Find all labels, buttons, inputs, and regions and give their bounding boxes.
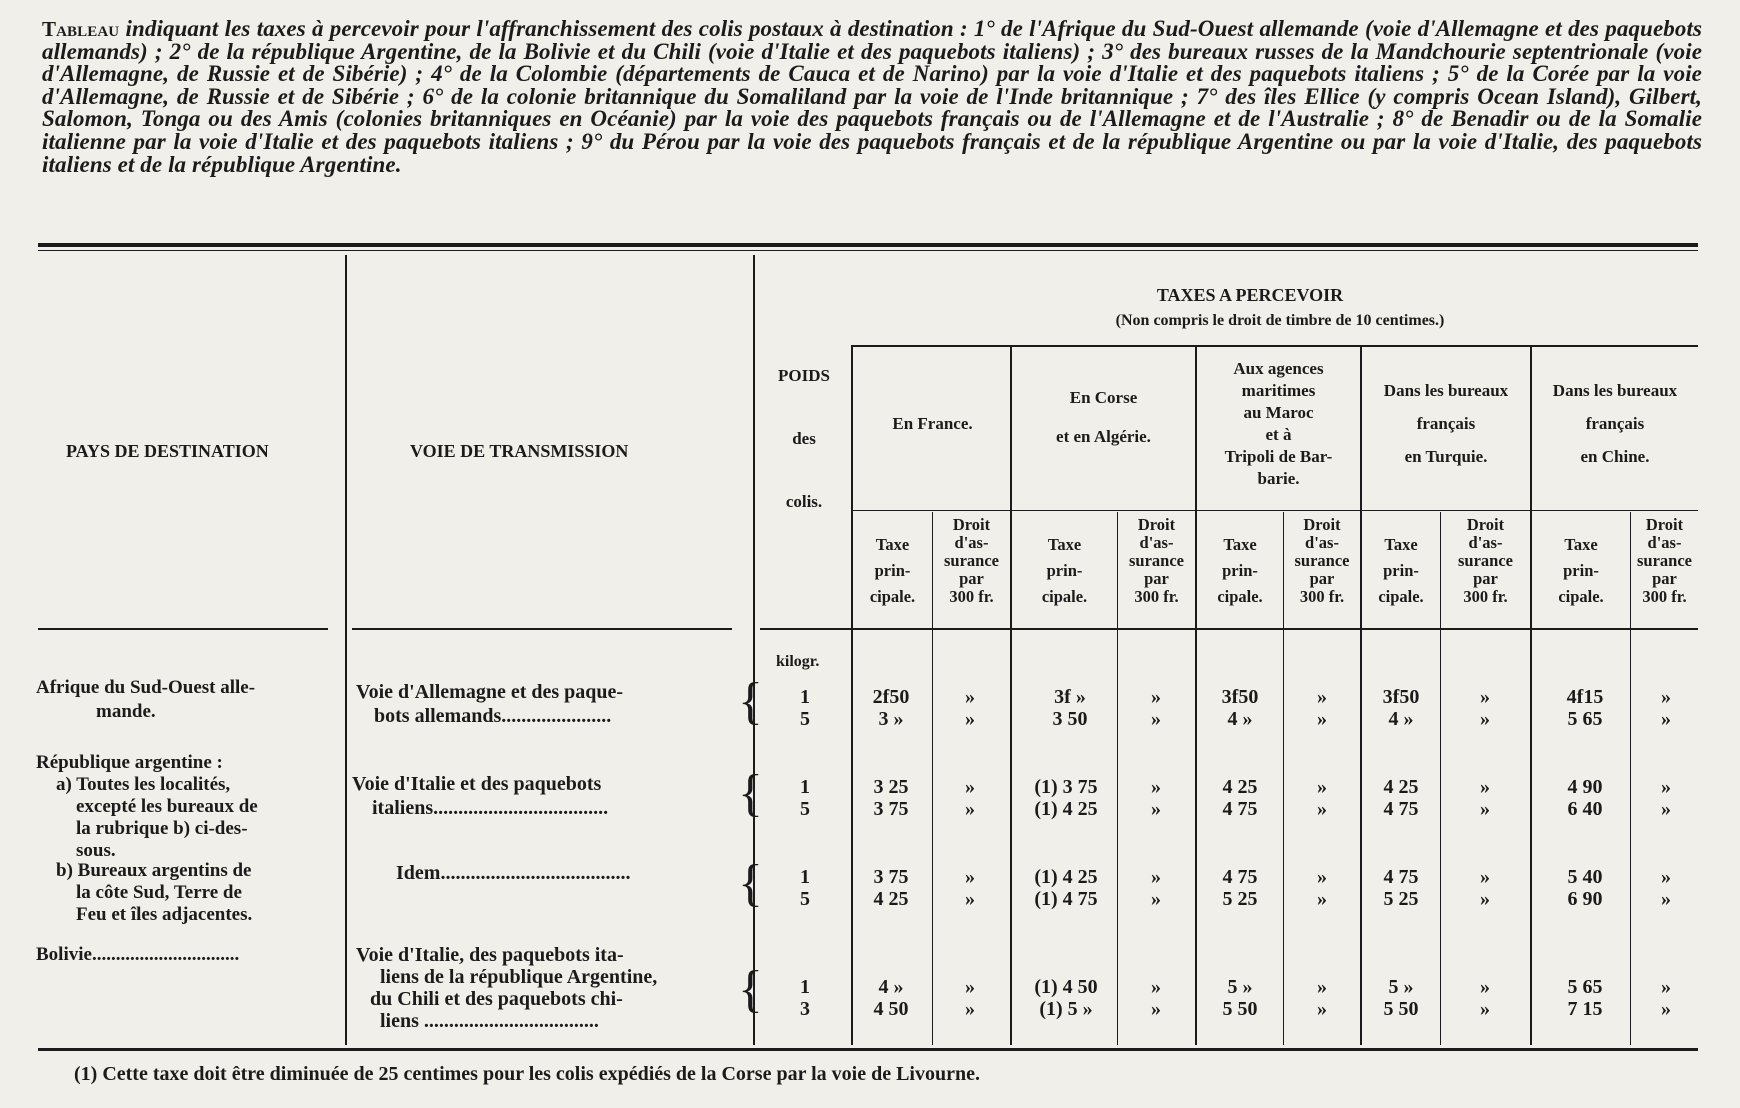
subheader-line: prin- (1563, 561, 1599, 580)
group-header-line: en Chine. (1580, 447, 1650, 466)
group-header-chine (1532, 374, 1698, 473)
cell-corse-droit (1126, 976, 1186, 1020)
cell-value: 3 75 (873, 866, 909, 888)
row-pays (36, 944, 239, 966)
subheader-line: prin- (874, 561, 911, 580)
cell-maroc-droit (1292, 776, 1352, 820)
subheader-line: par (1473, 569, 1498, 588)
cell-value: » (965, 998, 975, 1020)
cell-value: 4 25 (1383, 776, 1419, 798)
subheader-line: 300 fr. (1642, 587, 1687, 606)
subheader-line: surance (1129, 551, 1184, 570)
subheader-line: par (959, 569, 984, 588)
row-poids-value: 1 (800, 976, 810, 998)
cell-value: 2f50 (872, 686, 910, 708)
subheader-line: d'as- (1647, 533, 1682, 552)
table-caption (42, 18, 1702, 176)
row-voie-line: Voie d'Italie et des paquebots (352, 773, 602, 795)
header-taxes-title: TAXES A PERCEVOIR (1156, 285, 1344, 305)
cell-turquie (1366, 976, 1436, 1020)
cell-value: » (1317, 686, 1327, 708)
group-header-line: et en Algérie. (1056, 427, 1151, 446)
cell-value: 5 65 (1567, 708, 1603, 730)
subheader-line: d'as- (1139, 533, 1174, 552)
subheader-line: par (1144, 569, 1169, 588)
group-header-line: Tripoli de Bar- (1224, 447, 1333, 466)
cell-value: 3 50 (1052, 708, 1088, 730)
subheader-line: prin- (1222, 561, 1258, 580)
cell-value: 5 50 (1222, 998, 1258, 1020)
cell-turquie (1366, 776, 1436, 820)
cell-value: (1) 4 25 (1034, 866, 1098, 888)
row-poids-value: 5 (800, 708, 810, 730)
cell-value: 4 » (1388, 708, 1414, 730)
cell-value: » (1151, 888, 1161, 910)
cell-value: 4 » (1227, 708, 1253, 730)
subheader-line: 300 fr. (949, 587, 994, 606)
cell-value: (1) 3 75 (1034, 776, 1098, 798)
cell-value: » (1480, 976, 1490, 998)
cell-france (856, 686, 926, 730)
cell-value: » (965, 798, 975, 820)
subheader-droit (1284, 516, 1360, 606)
row-poids-value: 1 (800, 866, 810, 888)
cell-chine-droit (1636, 686, 1696, 730)
cell-value: 4 75 (1222, 866, 1258, 888)
row-poids-value: 5 (800, 888, 810, 910)
cell-value: » (1151, 998, 1161, 1020)
subheader-line: d'as- (1468, 533, 1503, 552)
cell-value: » (1480, 866, 1490, 888)
subheader-taxe (1532, 532, 1630, 610)
cell-value: » (1480, 798, 1490, 820)
subheader-line: Taxe (1223, 535, 1257, 554)
row-pays-line: la côte Sud, Terre de (76, 882, 242, 903)
row-pays-line: mande. (96, 701, 156, 722)
row-voie-line: du Chili et des paquebots chi- (370, 988, 623, 1010)
row-voie-line: liens ................................... (380, 1010, 599, 1032)
cell-maroc-droit (1292, 686, 1352, 730)
cell-value: » (1317, 866, 1327, 888)
cell-value: » (1661, 976, 1671, 998)
cell-value: 4 25 (1222, 776, 1258, 798)
cell-value: » (1151, 776, 1161, 798)
cell-value: 3 25 (873, 776, 909, 798)
cell-turquie (1366, 686, 1436, 730)
cell-france-droit (940, 776, 1000, 820)
footnote: (1) Cette taxe doit être diminuée de 25 centimes pour les colis expédiés de la Corse par la voie de Livourne. (74, 1063, 980, 1085)
cell-value: » (1317, 776, 1327, 798)
row-voie-line: italiens................................... (372, 797, 609, 819)
cell-value: 3f50 (1221, 686, 1259, 708)
cell-value: 3 75 (873, 798, 909, 820)
cell-france (856, 866, 926, 910)
subheader-line: Droit (1645, 515, 1684, 534)
subheader-line: Droit (1137, 515, 1176, 534)
group-header-line: français (1416, 414, 1476, 433)
header-poids-line: POIDS (778, 366, 830, 385)
cell-value: » (1317, 888, 1327, 910)
cell-value: » (1317, 976, 1327, 998)
subheader-line: surance (1637, 551, 1692, 570)
subheader-line: cipale. (1378, 587, 1424, 606)
header-bottom-rule-1 (38, 628, 328, 630)
cell-value: 5 40 (1567, 866, 1603, 888)
cell-france-droit (940, 976, 1000, 1020)
col-rule-poids (753, 255, 755, 1045)
row-pays (36, 752, 258, 862)
brace: { (738, 673, 763, 730)
cell-value: » (965, 776, 975, 798)
group-header-line: En France. (892, 414, 973, 433)
header-poids-line: colis. (785, 492, 823, 511)
cell-value: 4 » (878, 976, 904, 998)
subheader-rule (853, 510, 1698, 511)
row-voie-line: Voie d'Italie, des paquebots ita- (356, 944, 624, 966)
top-rule-thin (38, 250, 1698, 251)
cell-value: 4 90 (1567, 776, 1603, 798)
row-poids (785, 686, 825, 730)
group-header-line: En Corse (1069, 388, 1138, 407)
cell-chine (1550, 776, 1620, 820)
row-pays-line: sous. (76, 840, 116, 861)
cell-value: » (1317, 708, 1327, 730)
group-header-line: Dans les bureaux (1552, 381, 1678, 400)
cell-value: » (1317, 998, 1327, 1020)
cell-maroc (1205, 776, 1275, 820)
subheader-line: cipale. (1041, 587, 1088, 606)
subheader-line: par (1652, 569, 1677, 588)
cell-france-droit (940, 686, 1000, 730)
header-poids-line: des (792, 429, 816, 448)
row-poids (785, 776, 825, 820)
subheader-droit (1631, 516, 1698, 606)
row-poids (785, 976, 825, 1020)
subheader-line: cipale. (1217, 587, 1263, 606)
subheader-line: 300 fr. (1463, 587, 1508, 606)
subheader-line: 300 fr. (1134, 587, 1179, 606)
col-rule-corse (1010, 345, 1012, 1045)
cell-value: » (1151, 866, 1161, 888)
row-pays-line: excepté les bureaux de (76, 796, 258, 817)
cell-value: 3 » (878, 708, 904, 730)
subheader-line: prin- (1046, 561, 1083, 580)
cell-value: » (1151, 798, 1161, 820)
row-poids-value: 1 (800, 686, 810, 708)
subheader-droit (1118, 516, 1195, 606)
row-voie (352, 772, 608, 820)
subheader-line: surance (944, 551, 999, 570)
subheader-line: surance (1294, 551, 1350, 570)
cell-value: » (1151, 686, 1161, 708)
subheader-line: cipale. (1558, 587, 1604, 606)
brace: { (738, 961, 763, 1018)
cell-turquie-droit (1455, 866, 1515, 910)
subheader-line: par (1309, 569, 1335, 588)
header-poids (756, 362, 852, 515)
subheader-line: d'as- (954, 533, 989, 552)
cell-turquie-droit (1455, 686, 1515, 730)
cell-value: » (1661, 708, 1671, 730)
cell-maroc (1205, 866, 1275, 910)
cell-value: » (965, 888, 975, 910)
cell-value: » (1661, 998, 1671, 1020)
cell-value: 4f15 (1566, 686, 1604, 708)
cell-maroc-droit (1292, 976, 1352, 1020)
cell-maroc (1205, 686, 1275, 730)
cell-value: 5 » (1388, 976, 1414, 998)
group-header-france (855, 410, 1010, 437)
row-voie-line: Voie d'Allemagne et des paque- (356, 681, 624, 703)
caption-text: indiquant les taxes à percevoir pour l'affranchissement des colis postaux à destination : 1° de l'Afrique du Sud-Ouest allemande (voie d'Allemagne et des paquebots allemands) ; 2° de la république Argentine, de la Bolivie et du Chili (voie d'Italie et des paquebots italiens) ; 3° des bureaux russes de la Mandchourie septentrionale (voie d'Allemagne, de Russie et de Sibérie) ; 4° de la Colombie (départements de Cauca et de Narino) par la voie d'Italie et des paquebots italiens ; 5° de la Corée par la voie d'Allemagne, de Russie et de Sibérie ; 6° de la colonie britannique du Somaliland par la voie de l'Inde britannique ; 7° des îles Ellice (y compris Ocean Island), Gilbert, Salomon, Tonga ou des Amis (colonies britanniques en Océanie) par la voie des paquebots français ou de l'Allemagne et de l'Australie ; 8° de Benadir ou de la Somalie italienne par la voie d'Italie et des paquebots italiens ; 9° du Pérou par la voie des paquebots français et de la république Argentine ou par la voie d'Italie, des paquebots italiens et de la république Argentine. (42, 16, 1702, 177)
cell-value: 4 50 (873, 998, 909, 1020)
row-pays-line: b) Bureaux argentins de (56, 860, 252, 881)
row-pays-line: a) Toutes les localités, (56, 774, 231, 795)
subheader-line: Taxe (1384, 535, 1418, 554)
cell-value: » (965, 686, 975, 708)
row-voie-line: Idem...................................... (396, 862, 631, 884)
brace: { (738, 765, 763, 822)
group-header-corse (1012, 384, 1195, 450)
subheader-line: Droit (1466, 515, 1505, 534)
cell-turquie (1366, 866, 1436, 910)
subheader-droit (1441, 516, 1530, 606)
cell-chine (1550, 866, 1620, 910)
caption-lead: Tableau (42, 17, 120, 41)
cell-chine (1550, 976, 1620, 1020)
cell-value: » (1151, 708, 1161, 730)
subheader-droit (933, 516, 1010, 606)
unit-kilogr: kilogr. (776, 653, 820, 670)
cell-value: (1) 5 » (1039, 998, 1093, 1020)
bottom-rule (38, 1048, 1698, 1051)
cell-value: 3f » (1054, 686, 1086, 708)
subheader-line: Droit (1303, 515, 1341, 534)
cell-maroc-droit (1292, 866, 1352, 910)
cell-corse (1030, 686, 1110, 730)
subheader-line: d'as- (1305, 533, 1339, 552)
group-header-maroc (1197, 358, 1360, 490)
cell-corse-droit (1126, 866, 1186, 910)
cell-value: (1) 4 50 (1034, 976, 1098, 998)
subheader-taxe (1362, 532, 1440, 610)
brace: { (738, 855, 763, 912)
header-voie: VOIE DE TRANSMISSION (410, 441, 629, 461)
cell-value: 4 75 (1222, 798, 1258, 820)
row-pays-line: Bolivie............................... (36, 944, 240, 965)
subheader-line: Taxe (1047, 535, 1082, 554)
cell-chine-droit (1636, 776, 1696, 820)
row-poids-value: 3 (800, 998, 810, 1020)
cell-corse (1016, 866, 1116, 910)
row-pays-line: Afrique du Sud-Ouest alle- (36, 677, 256, 698)
header-bottom-rule-2 (352, 628, 732, 630)
subheader-line: Taxe (875, 535, 910, 554)
group-header-line: barie. (1257, 469, 1300, 488)
cell-value: » (1661, 798, 1671, 820)
cell-value: 5 65 (1567, 976, 1603, 998)
row-voie (396, 862, 630, 884)
cell-turquie-droit (1455, 776, 1515, 820)
cell-value: 5 50 (1383, 998, 1419, 1020)
row-pays-line: Feu et îles adjacentes. (76, 904, 253, 925)
group-header-line: Dans les bureaux (1383, 381, 1509, 400)
cell-france (856, 776, 926, 820)
group-header-line: Aux agences (1233, 359, 1324, 378)
row-voie (356, 944, 657, 1032)
cell-value: » (1317, 798, 1327, 820)
cell-maroc (1205, 976, 1275, 1020)
cell-france (856, 976, 926, 1020)
cell-value: » (1480, 998, 1490, 1020)
row-pays (56, 860, 252, 926)
cell-value: 7 15 (1567, 998, 1603, 1020)
cell-value: (1) 4 25 (1034, 798, 1098, 820)
row-voie (356, 680, 623, 728)
subheader-line: surance (1458, 551, 1513, 570)
top-rule-thick (38, 243, 1698, 247)
row-voie-line: bots allemands...................... (374, 705, 612, 727)
header-taxes-subtitle: (Non compris le droit de timbre de 10 centimes.) (1115, 312, 1445, 329)
row-pays-line: République argentine : (36, 752, 223, 773)
cell-value: 6 90 (1567, 888, 1603, 910)
cell-value: 5 25 (1383, 888, 1419, 910)
cell-corse (1016, 976, 1116, 1020)
cell-value: 5 » (1227, 976, 1253, 998)
cell-value: 4 75 (1383, 866, 1419, 888)
col-rule-voie (345, 255, 347, 1045)
cell-value: 4 75 (1383, 798, 1419, 820)
cell-value: » (1661, 686, 1671, 708)
row-poids (785, 866, 825, 910)
cell-value: 3f50 (1382, 686, 1420, 708)
subheader-line: 300 fr. (1299, 587, 1345, 606)
row-poids-value: 1 (800, 776, 810, 798)
group-header-line: français (1585, 414, 1645, 433)
cell-chine (1550, 686, 1620, 730)
cell-value: » (965, 976, 975, 998)
cell-value: » (1480, 686, 1490, 708)
cell-value: » (1661, 888, 1671, 910)
subheader-taxe (1197, 532, 1283, 610)
cell-corse-droit (1126, 686, 1186, 730)
cell-corse (1016, 776, 1116, 820)
row-voie-line: liens de la république Argentine, (380, 966, 658, 988)
cell-value: » (1480, 708, 1490, 730)
group-header-line: au Maroc (1243, 403, 1314, 422)
group-header-line: et à (1265, 425, 1292, 444)
cell-value: » (1151, 976, 1161, 998)
cell-value: 5 25 (1222, 888, 1258, 910)
cell-corse-droit (1126, 776, 1186, 820)
cell-turquie-droit (1455, 976, 1515, 1020)
row-pays-line: la rubrique b) ci-des- (76, 818, 248, 839)
cell-chine-droit (1636, 866, 1696, 910)
cell-value: » (965, 708, 975, 730)
group-header-line: en Turquie. (1404, 447, 1488, 466)
subheader-taxe (1012, 532, 1117, 610)
subheader-line: cipale. (869, 587, 916, 606)
group-header-line: maritimes (1241, 381, 1316, 400)
group-header-turquie (1362, 374, 1530, 473)
subheader-taxe (853, 532, 932, 610)
row-pays (36, 676, 255, 724)
header-pays: PAYS DE DESTINATION (66, 441, 269, 461)
header-bottom-rule-3 (760, 628, 1698, 630)
cell-value: » (1661, 866, 1671, 888)
cell-value: » (965, 866, 975, 888)
taxes-header-rule (853, 345, 1698, 347)
cell-value: » (1480, 888, 1490, 910)
cell-france-droit (940, 866, 1000, 910)
cell-value: 4 25 (873, 888, 909, 910)
subheader-line: prin- (1383, 561, 1419, 580)
cell-chine-droit (1636, 976, 1696, 1020)
cell-value: (1) 4 75 (1034, 888, 1098, 910)
subheader-line: Droit (952, 515, 991, 534)
cell-value: » (1480, 776, 1490, 798)
cell-value: » (1661, 776, 1671, 798)
cell-value: 6 40 (1567, 798, 1603, 820)
row-poids-value: 5 (800, 798, 810, 820)
subheader-line: Taxe (1564, 535, 1598, 554)
